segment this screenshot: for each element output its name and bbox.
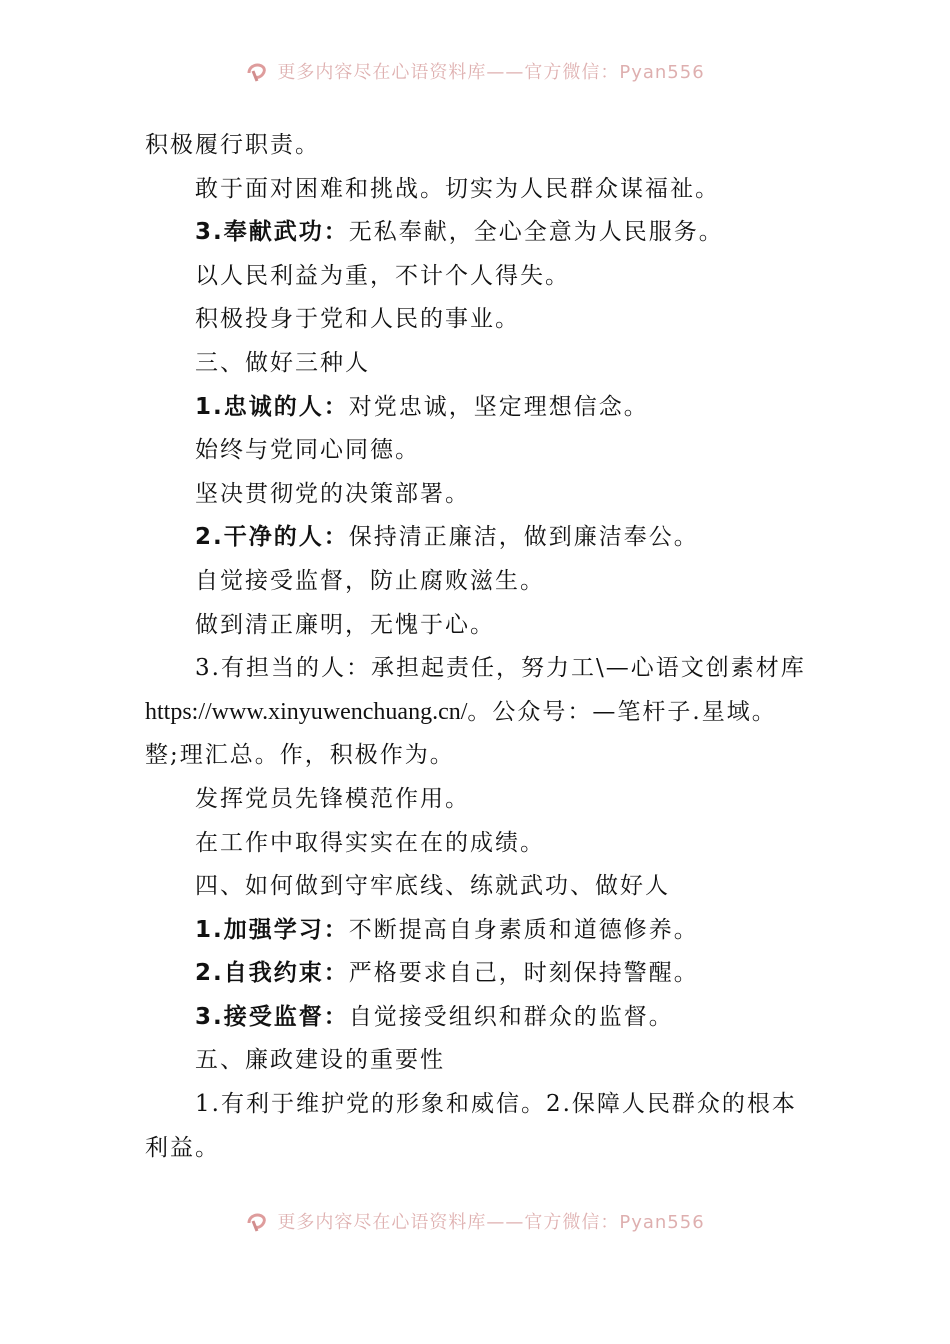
- paragraph: 坚决贯彻党的决策部署。: [195, 480, 470, 507]
- paragraph: 以人民利益为重，不计个人得失。: [195, 262, 570, 289]
- item-label: 2.自我约束：: [195, 960, 349, 987]
- item-label: 1.忠诚的人：: [195, 393, 349, 420]
- item-text: 。公众号：—笔杆子.星域。: [467, 698, 777, 725]
- paragraph: 利益。: [145, 1134, 220, 1161]
- paragraph: [145, 386, 810, 430]
- paragraph: 积极投身于党和人民的事业。: [195, 306, 520, 333]
- item-label: 2.干净的人：: [195, 524, 349, 551]
- paragraph: 做到清正廉明，无愧于心。: [195, 611, 495, 638]
- paragraph: 敢于面对困难和挑战。切实为人民群众谋福祉。: [195, 175, 720, 202]
- brand-logo-icon: [245, 1209, 269, 1233]
- paragraph: 3.有担当的人：承担起责任，努力工\—心语文创素材库: [195, 655, 806, 682]
- paragraph: 积极履行职责。: [145, 132, 320, 158]
- paragraph: [145, 909, 810, 953]
- paragraph: [145, 211, 810, 255]
- section-heading: 五、廉政建设的重要性: [195, 1047, 445, 1074]
- item-text: 不断提高自身素质和道德修养。: [348, 916, 699, 943]
- item-text: 对党忠诚，坚定理想信念。: [348, 393, 649, 420]
- paragraph: [145, 691, 810, 735]
- source-url: https://www.xinyuwenchuang.cn/: [145, 698, 468, 725]
- item-text: 自觉接受组织和群众的监督。: [348, 1003, 674, 1030]
- footer-watermark: [0, 1206, 950, 1236]
- item-label: 1.加强学习：: [195, 916, 349, 943]
- item-label: 3.接受监督：: [195, 1003, 349, 1030]
- item-text: 严格要求自己，时刻保持警醒。: [348, 960, 699, 987]
- paragraph: [145, 516, 810, 560]
- item-text: 保持清正廉洁，做到廉洁奉公。: [348, 524, 699, 551]
- item-text: 无私奉献，全心全意为人民服务。: [348, 219, 724, 246]
- paragraph: 整;理汇总。作，积极作为。: [145, 742, 455, 769]
- paragraph: 1.有利于维护党的形象和威信。2.保障人民群众的根本: [195, 1091, 797, 1118]
- paragraph: 在工作中取得实实在在的成绩。: [195, 829, 545, 856]
- paragraph: 发挥党员先锋模范作用。: [195, 785, 470, 812]
- brand-logo-icon: [245, 59, 269, 83]
- section-heading: 三、做好三种人: [195, 349, 370, 376]
- paragraph: [145, 996, 810, 1040]
- item-label: 3.奉献武功：: [195, 219, 349, 246]
- document-body: [145, 124, 810, 1170]
- paragraph: 始终与党同心同德。: [195, 437, 420, 464]
- paragraph: 自觉接受监督，防止腐败滋生。: [195, 567, 545, 594]
- header-watermark: [0, 56, 950, 86]
- paragraph: [145, 952, 810, 996]
- section-heading: 四、如何做到守牢底线、练就武功、做好人: [195, 873, 670, 900]
- watermark-text: 更多内容尽在心语资料库——官方微信：Pyan556: [277, 62, 705, 83]
- watermark-text: 更多内容尽在心语资料库——官方微信：Pyan556: [277, 1212, 705, 1233]
